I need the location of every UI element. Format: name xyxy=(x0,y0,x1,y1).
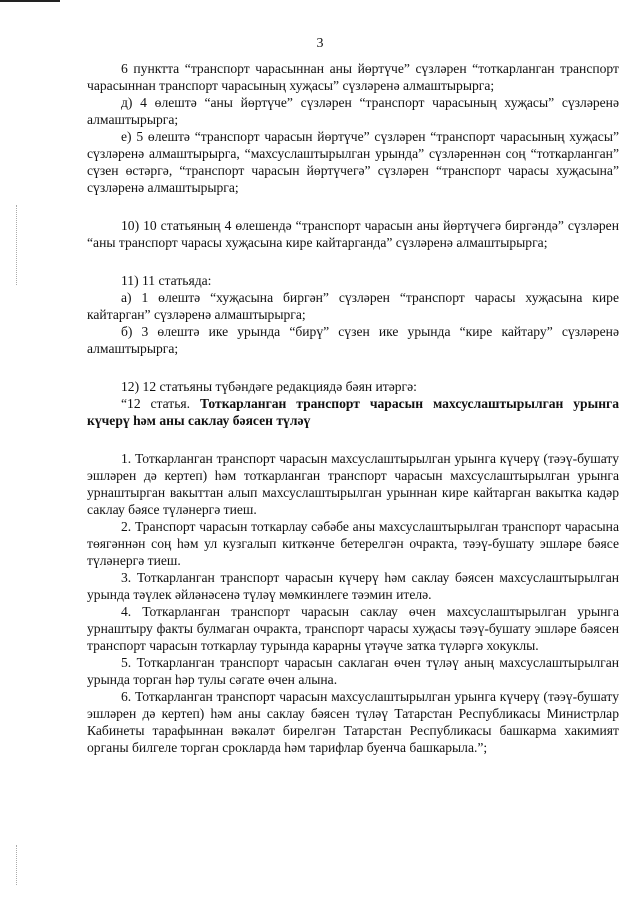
top-rule xyxy=(0,0,60,2)
paragraph: 3. Тоткарланган транспорт чарасын күчерү һәм саклау бәясен махсуслаштырылган урында тәүлек әйләнәсенә түләү мөмкинлеге тәэмин ителә. xyxy=(87,570,619,602)
article-heading xyxy=(87,395,619,429)
paragraph: 6. Тоткарланган транспорт чарасын махсуслаштырылган урынга күчерү (тәэү-бушату эшләрен дә кертеп) һәм аны саклау бәясен түләү Татарстан Республикасы Министрлар Кабинеты тарафыннан вәкаләт бирелгән Татарстан Республикасы башкарма хакимият органы билгеле торган срокларда һәм тарифлар буенча башкарыла.”; xyxy=(87,689,619,755)
document-body xyxy=(87,60,619,756)
paragraph: д) 4 өлештә “аны йөртүче” сүзләрен “транспорт чарасының хуҗасы” сүзләренә алмаштырырга; xyxy=(87,95,619,127)
margin-marking xyxy=(16,205,17,285)
page-number: 3 xyxy=(316,36,324,51)
paragraph: а) 1 өлештә “хуҗасына биргән” сүзләрен “транспорт чарасы хуҗасына кире кайтарган” сүзләренә алмаштырырга; xyxy=(87,290,619,322)
paragraph: 1. Тоткарланган транспорт чарасын махсуслаштырылган урынга күчерү (тәэү-бушату эшләрен дә кертеп) һәм тоткарланган транспорт чарасын махсуслаштырылган урынга урнаштырган вакыттан алып махсуслаштырылган урыннан кире кайтарган вакытка кадәр саклау бәясе түләнергә тиеш. xyxy=(87,451,619,517)
paragraph: 11) 11 статьяда: xyxy=(121,273,212,288)
paragraph: е) 5 өлештә “транспорт чарасын йөртүче” сүзләрен “транспорт чарасының хуҗасы” сүзләренә алмаштырырга, “махсуслаштырылган урында” сүзләреннән соң “тоткарланган” сүзен өстәргә, “транспорт чарасын йөртүчегә” сүзләрен “транспорт чарасы хуҗасына” сүзләренә алмаштырырга; xyxy=(87,129,619,195)
article-heading-prefix: “12 статья. xyxy=(121,396,191,411)
margin-marking xyxy=(16,845,17,885)
paragraph: 2. Транспорт чарасын тоткарлау сәбәбе аны махсуслаштырылган транспорт чарасына төягәннән соң һәм ул кузгалып киткәнче бетерелгән очракта, тәэү-бушату эшләре бәясе түләнергә тиеш. xyxy=(87,519,619,568)
paragraph: б) 3 өлештә ике урында “бирү” сүзен ике урында “кире кайтару” сүзләренә алмаштырырга; xyxy=(87,324,619,356)
paragraph: 6 пунктта “транспорт чарасыннан аны йөртүче” сүзләрен “тоткарланган транспорт чарасыннан транспорт чарасының хуҗасы” сүзләренә алмаштырырга; xyxy=(87,61,619,93)
paragraph: 10) 10 статьяның 4 өлешендә “транспорт чарасын аны йөртүчегә биргәндә” сүзләрен “аны транспорт чарасы хуҗасына кире кайтарганда” сүзләренә алмаштырырга; xyxy=(87,218,619,250)
paragraph: 5. Тоткарланган транспорт чарасын саклаган өчен түләү аның махсуслаштырылган урында торган һәр тулы сәгате өчен алына. xyxy=(87,655,619,687)
article-heading-title: Тоткарланган транспорт чарасын махсуслаштырылган урынга күчерү һәм аны саклау бәясен түләү xyxy=(87,396,619,428)
paragraph: 12) 12 статьяны түбәндәге редакциядә бәян итәргә: xyxy=(121,379,417,394)
paragraph: 4. Тоткарланган транспорт чарасын саклау өчен махсуслаштырылган урынга урнаштыру факты булмаган очракта, транспорт чарасы хуҗасы тәэү-бушату эшләре бәясен транспорт чарасын тоткарлау турында карарны үтәүче затка түләргә хокуклы. xyxy=(87,604,619,653)
